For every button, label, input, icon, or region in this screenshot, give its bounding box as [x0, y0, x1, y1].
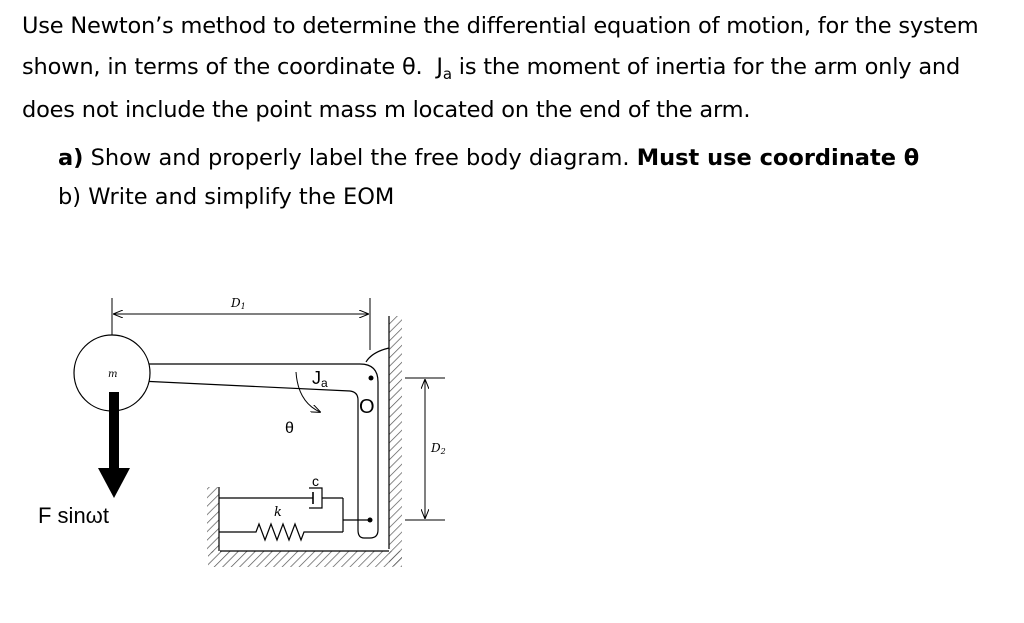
part-a-text: Show and properly label the free body diagram. — [83, 145, 637, 171]
arm — [140, 364, 378, 538]
problem-sentence-2: is the moment of inertia for the arm only and does not include the point mass m located on the end of the arm. — [22, 54, 961, 123]
part-b-text: Write and simplify the EOM — [81, 184, 395, 210]
pivot-point — [369, 376, 374, 381]
ja-symbol: $J_a$ — [436, 54, 452, 83]
pivot-bracket — [366, 348, 389, 362]
force-label: F sinωt — [38, 503, 109, 528]
part-b-label: b) — [58, 184, 82, 210]
ground — [208, 551, 402, 567]
mass-label: m — [108, 369, 118, 380]
spring — [219, 524, 343, 540]
ja-label: Ja — [312, 368, 328, 390]
d1-label: D1 — [231, 296, 246, 311]
part-a-bold: Must use coordinate θ — [636, 145, 920, 171]
pivot-label: O — [359, 396, 375, 418]
connector-pin — [368, 518, 373, 523]
problem-sentence-1: Use Newton’s method to determine the differential equation of motion, for the system shown, in terms of the coordinate θ. — [22, 13, 979, 80]
spring-label: k — [274, 505, 282, 520]
wall-right — [389, 316, 402, 566]
theta-label: θ — [285, 420, 294, 437]
wall-left-stub — [207, 487, 219, 553]
force-arrow-shaft — [109, 392, 119, 470]
d2-label: D2 — [431, 441, 446, 456]
part-a-label: a) — [58, 145, 84, 171]
force-arrow-head — [98, 468, 130, 498]
damper-label: c — [312, 473, 319, 489]
